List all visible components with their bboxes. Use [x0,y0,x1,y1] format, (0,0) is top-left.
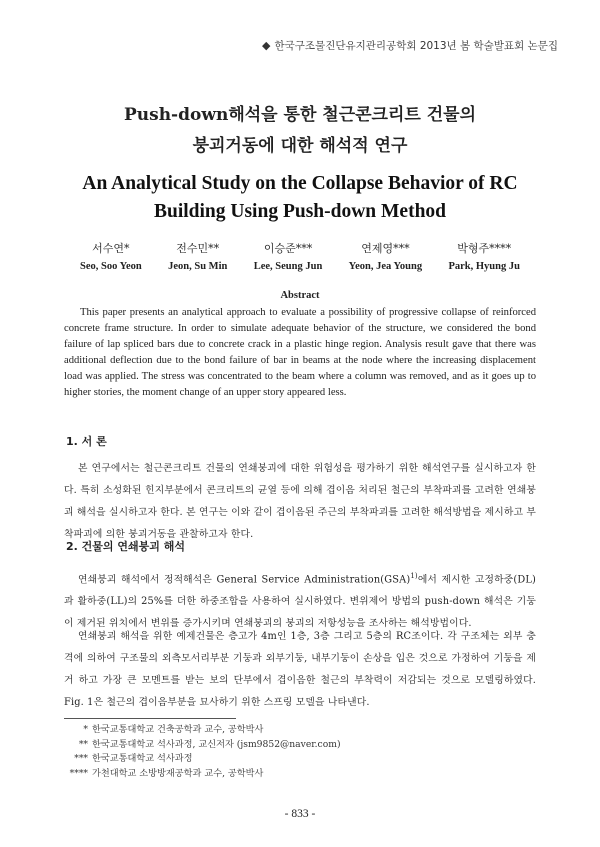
section-2-paragraph-2: 연쇄붕괴 해석을 위한 예제건물은 층고가 4m인 1층, 3층 그리고 5층의 RC조이다. 각 구조체는 외부 충격에 의하여 구조물의 외측모서리부분 기둥과 외부기둥, 내부기둥이 손상을 입은 것으로 가정하여 기둥을 제거 하고 가장 큰 모멘트를 받는 보의 단부에서 겹이음한 철근의 부착력이 저감되는 것으로 모델링하였다. Fig. 1은 철근의 겹이음부분을 묘사하기 위한 스프링 모델을 나타낸다. [64,631,536,708]
korean-title [0,100,600,162]
author [349,240,422,276]
english-title-line-2: Building Using Push-down Method [153,201,447,222]
korean-title-line-1: Push-down해석을 통한 철근콘크리트 건물의 [123,105,476,125]
diamond-mark-icon: ◆ [262,39,271,52]
footnote-marker: ** [78,738,88,750]
section-2-paragraph-1 [64,565,536,635]
running-header [262,38,558,53]
author-name-en: Seo, Soo Yeon [80,261,142,272]
journal-title: 한국구조물진단유지관리공학회 2013년 봄 학술발표회 논문집 [274,40,558,52]
section-1-paragraph: 본 연구에서는 철근콘크리트 건물의 연쇄붕괴에 대한 위험성을 평가하기 위한 해석연구를 실시하고자 한다. 특히 소성화된 힌지부분에서 콘크리트의 균열 등에 의해 겹이음 처리된 철근의 부착파괴를 고려한 연쇄붕괴 해석을 실시하고자 한다. 본 연구는 이와 같이 겹이음된 주근의 부착파괴를 고려한 해석방법을 제시하고 부착파괴에 의한 붕괴거동을 관찰하고자 한다. [64,463,536,540]
footnote [64,723,536,738]
footnote-text: 한국교통대학교 석사과정 [92,753,193,764]
author [168,240,227,276]
section-2-title: 2. 건물의 연쇄붕괴 해석 [66,540,185,553]
footnote-text: 한국교통대학교 석사과정, 교신저자 (jsm9852@naver.com) [92,738,341,750]
footnote [64,767,536,782]
abstract-heading: Abstract [280,290,320,301]
footnote-divider [64,718,236,719]
author-list [80,240,520,276]
english-title-line-1: An Analytical Study on the Collapse Behavior of RC [82,173,518,194]
author-name-ko: 전수민** [176,242,220,255]
section-2-paragraph-1-part-b: 에서 제시한 고정하중(DL)과 활하중(LL)의 25%를 더한 하중조합을 사용하여 실시하였다. 변위제어 방법의 push-down 해석은 기둥이 제거된 위치에서 변위를 증가시키며 연쇄붕괴의 붕괴의 저항성능을 조사하는 해석방법이다. [64,574,536,630]
section-1-title: 1. 서 론 [66,435,107,448]
author-name-en: Yeon, Jea Young [348,261,423,272]
footnote-marker: *** [74,753,88,764]
page-number: - 833 - [284,808,316,820]
author-name-en: Jeon, Su Min [168,261,228,272]
author-name-ko: 연제영*** [361,242,410,255]
footnote-marker: **** [69,767,88,779]
footnote [64,752,536,767]
author-name-en: Lee, Seung Jun [253,261,323,272]
section-2-paragraph-1-part-a: 연쇄붕괴 해석에서 정적해석은 General Service Administration(GSA) [78,574,411,586]
author-name-ko: 이승준*** [263,242,313,255]
footnote-marker: * [83,724,88,735]
author-name-en: Park, Hyung Ju [448,261,520,272]
abstract-text: This paper presents an analytical approach to evaluate a possibility of progressive collapse of reinforced concrete frame structure. In order to simulate adequate behavior of the structure, we considered the bond failure of lap spliced bars due to concrete crack in a plastic hinge region. Analysis result gave that there was additional deflection due to the bond failure of bar in beams at the node where the increasing displacement load was applied. The stress was concentrated to the beam where a column was removed, and as it goes up to higher stories, the moment change of an upper story appeared less. [64,307,536,398]
english-title [0,170,600,226]
footnote-text: 한국교통대학교 건축공학과 교수, 공학박사 [92,724,264,735]
author [448,240,519,276]
korean-title-line-2: 붕괴거동에 대한 해석적 연구 [192,136,408,156]
author [80,240,142,276]
author-name-ko: 박형주**** [457,242,512,255]
author-name-ko: 서수연* [92,242,130,255]
footnote [64,738,536,753]
reference-superscript: 1) [410,572,418,580]
footnote-text: 가천대학교 소방방재공학과 교수, 공학박사 [92,767,264,779]
author [254,240,323,276]
footnotes [64,723,536,781]
